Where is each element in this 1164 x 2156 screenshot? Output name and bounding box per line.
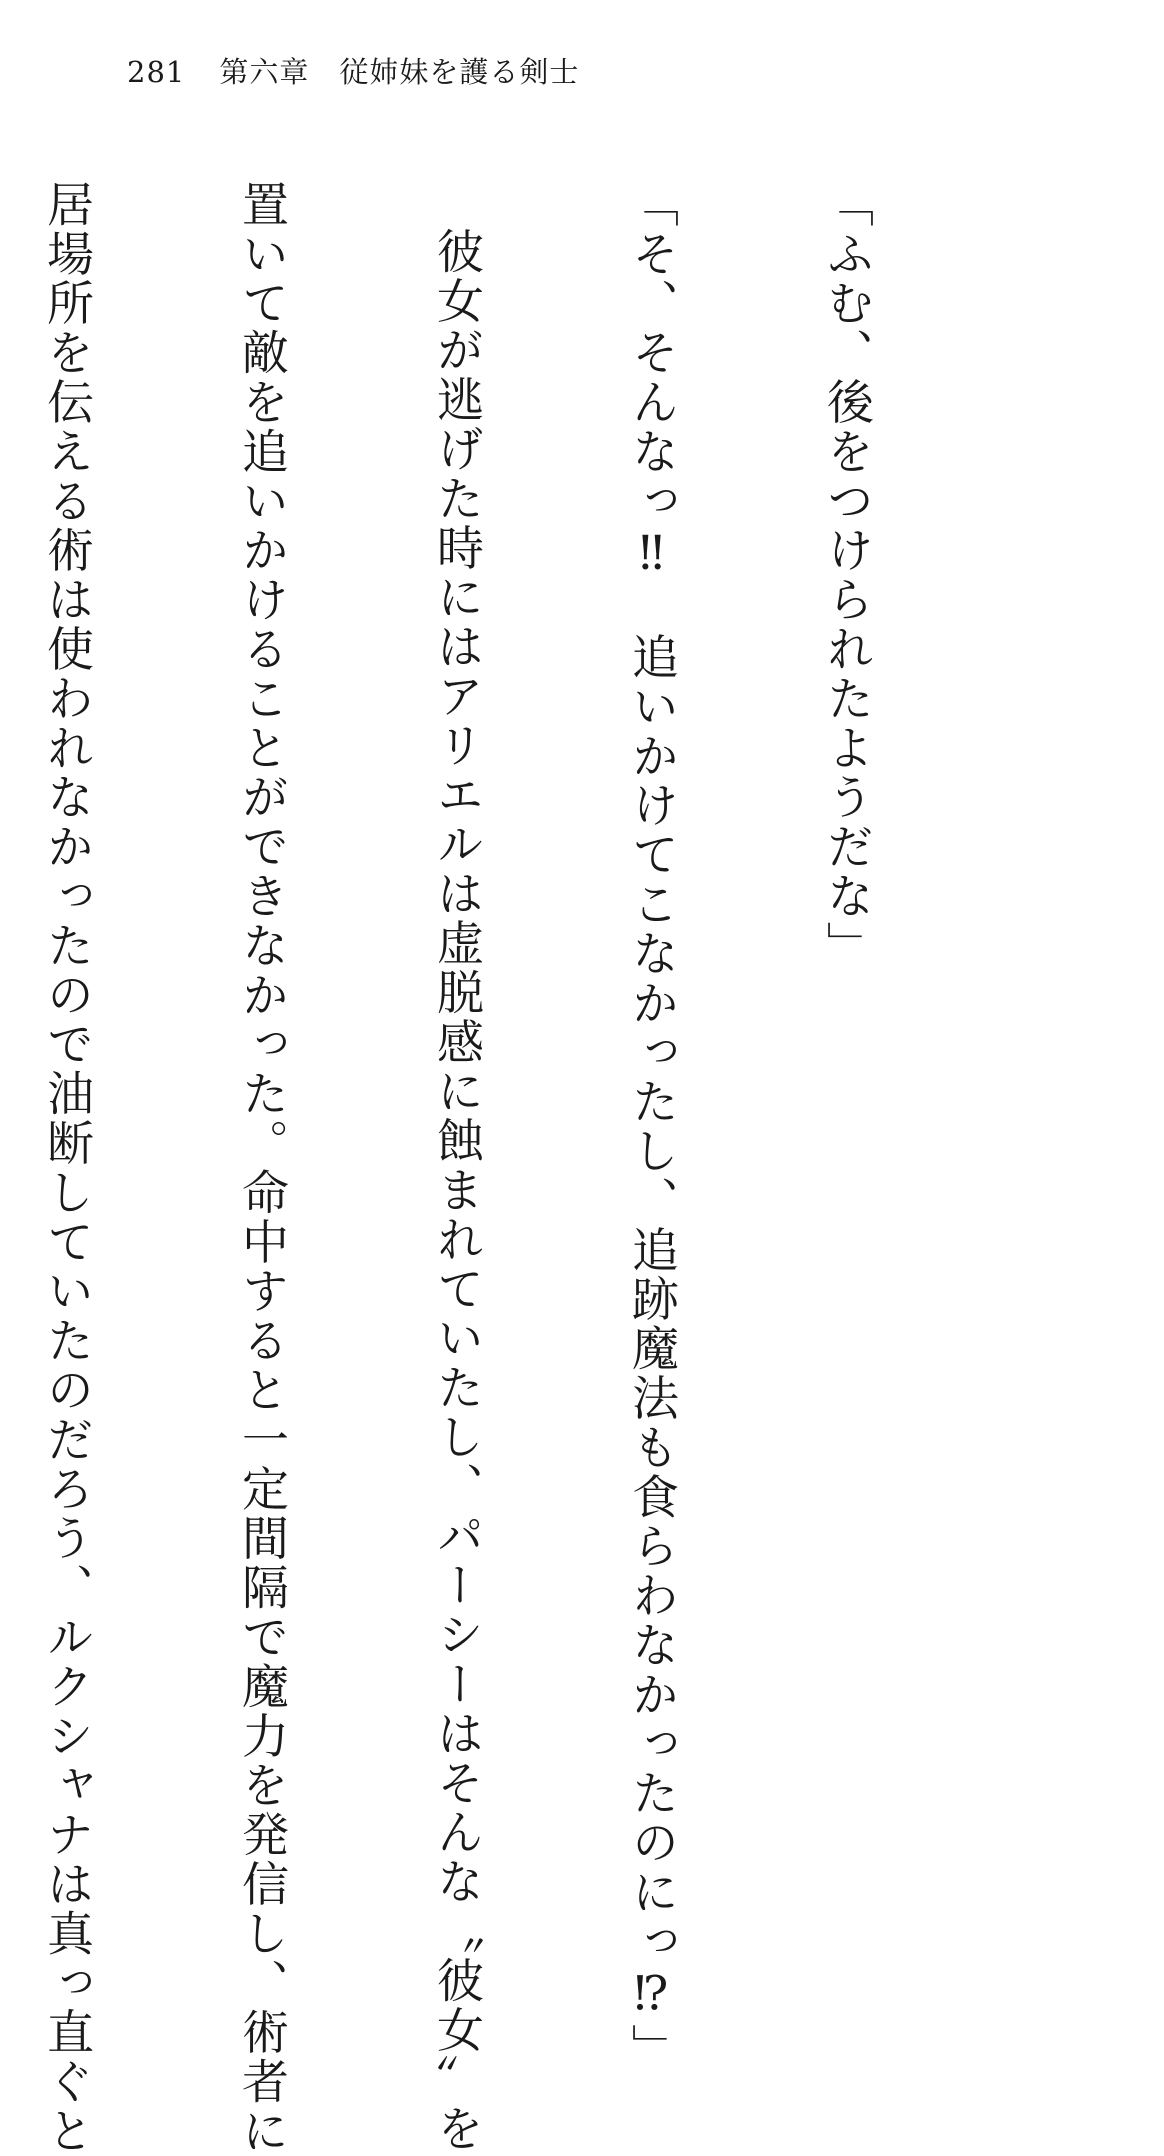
- text-line: 「ふむ、後をつけられたようだな」: [819, 180, 874, 971]
- vertical-body-text: [0, 180, 1009, 2156]
- chapter-number: 第六章: [219, 55, 310, 89]
- text-line: 「そ、そんなっ‼ 追いかけてこなかったし、追跡魔法も食らわなかったのにっ⁉」: [624, 180, 679, 2074]
- text-line: 居場所を伝える術は使われなかったので油断していたのだろう、ルクシャナは真っ直ぐと: [39, 180, 94, 2156]
- page-number: 281: [127, 55, 186, 89]
- text-line: 置いて敵を追いかけることができなかった。命中すると一定間隔で魔力を発信し、術者に: [234, 180, 289, 2156]
- chapter-title: 従姉妹を護る剣士: [339, 55, 580, 89]
- text-line: 彼女が逃げた時にはアリエルは虚脱感に蝕まれていたし、パーシーはそんな〝彼女〟を: [429, 227, 484, 2154]
- running-header: [127, 55, 580, 89]
